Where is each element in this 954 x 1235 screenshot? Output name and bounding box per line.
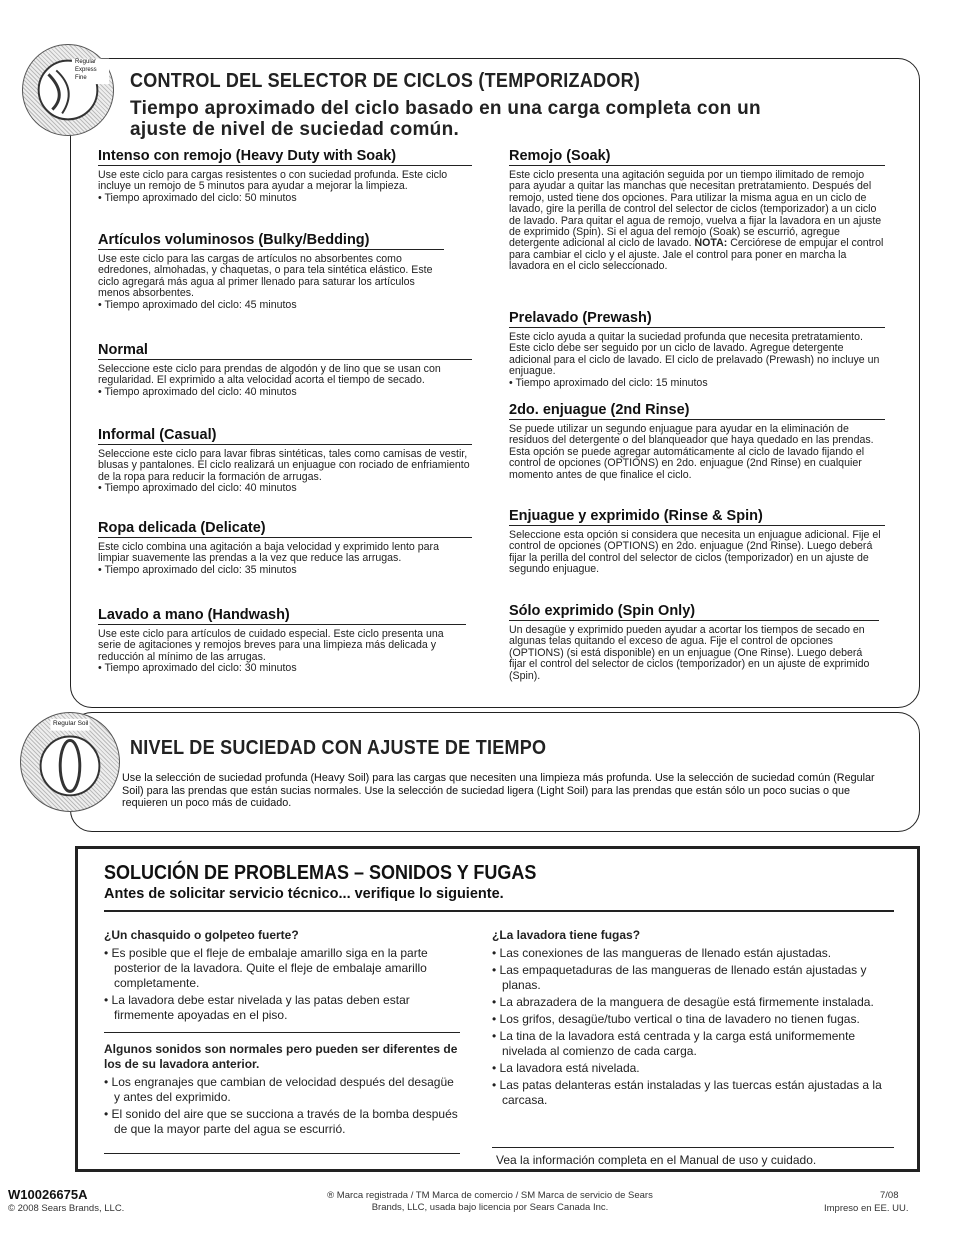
troubleshoot-right [492, 928, 884, 1110]
section-time: • Tiempo aproximado del ciclo: 30 minutos [98, 662, 297, 675]
section-body: Se puede utilizar un segundo enjuague para ayudar en la eliminación de residuos del detergente o del blanqueador que haya quedado en las prendas. Esta opción se puede agregar automáticamente al ciclo de lavado fijando el control de opciones (OPTIONS) en 2do. enjuague (2nd Rinse) en cualquier momento antes de que finalice el ciclo. [509, 423, 874, 481]
trademark-notice: ® Marca registrada / TM Marca de comercio / SM Marca de servicio de Sears Brands, LLC, usada bajo licencia por Sears Canada Inc. [327, 1190, 653, 1213]
section-heading: Enjuague y exprimido (Rinse & Spin) [509, 508, 885, 526]
section-body: Seleccione este ciclo para prendas de algodón y de lino que se usan con regularidad. El exprimido a alta velocidad acorta el tiempo de secado. [98, 363, 441, 387]
list-item: • Las conexiones de las mangueras de llenado están ajustadas. [492, 946, 832, 960]
cycle-section [98, 232, 444, 311]
divider [492, 1147, 894, 1148]
section-body: Un desagüe y exprimido pueden ayudar a acortar los tiempos de secado en algunas telas quitando el exceso de agua. Fije el control de opciones (OPTIONS) (si está disponible) en un enjuague (One Rinse). Luego deberá fijar el control del selector de ciclos (temporizador) en un ajuste de exprimido (Spin). [509, 624, 870, 682]
troubleshoot-left [104, 928, 462, 1025]
dial-label: Express [75, 67, 97, 73]
cycle-section [509, 508, 885, 576]
list-item: • La abrazadera de la manguera de desagüe está firmemente instalada. [492, 995, 874, 1009]
copyright: © 2008 Sears Brands, LLC. [8, 1203, 125, 1214]
section-heading: Normal [98, 342, 472, 360]
dial-label: Regular [75, 59, 97, 65]
divider [104, 1153, 460, 1154]
section-body: Este ciclo combina una agitación a baja velocidad y exprimido lento para limpiar suavemente las prendas a la vez que reduce las arrugas. [98, 541, 439, 565]
cycle-section [509, 148, 885, 273]
section-time: • Tiempo aproximado del ciclo: 15 minutos [509, 376, 708, 389]
printed-in: Impreso en EE. UU. [824, 1203, 909, 1214]
note-text: Cerciórese de empujar el control para cambiar el ciclo y el ajuste. Jale el control para poner en marcha la lavadora en el ciclo seleccionado. [509, 237, 884, 273]
panel-title: CONTROL DEL SELECTOR DE CICLOS (TEMPORIZADOR) [130, 70, 641, 92]
section-time: • Tiempo aproximado del ciclo: 50 minutos [98, 191, 297, 204]
section-heading: Informal (Casual) [98, 427, 472, 445]
soil-level-text: Use la selección de suciedad profunda (Heavy Soil) para las cargas que necesiten una limpieza más profunda. Use la selección de suciedad común (Regular Soil) para las prendas que están sucias normales. Use la selección de suciedad ligera (Light Soil) para las prendas que están sólo un poco sucias o que requieren un poco más de cuidado. [122, 772, 875, 809]
section-time: • Tiempo aproximado del ciclo: 40 minutos [98, 482, 297, 495]
section-body: Use este ciclo para artículos de cuidado especial. Este ciclo presenta una serie de agitaciones y remojos breves para una limpieza más delicada y reducción al mínimo de las arrugas. [98, 628, 444, 663]
section-heading: Ropa delicada (Delicate) [98, 520, 472, 538]
cycle-section [98, 520, 472, 576]
list-item: • Los engranajes que cambian de velocidad después del desagüe y antes del exprimido. [104, 1075, 454, 1104]
cycle-section [98, 427, 472, 495]
panel-title: SOLUCIÓN DE PROBLEMAS – SONIDOS Y FUGAS [104, 862, 537, 884]
section-heading: Prelavado (Prewash) [509, 310, 885, 328]
list-item: • El sonido del aire que se succiona a través de la bomba después de que la mayor parte del agua se escurrió. [104, 1107, 458, 1136]
divider [104, 1032, 460, 1033]
cycle-section [98, 148, 472, 204]
section-heading: Intenso con remojo (Heavy Duty with Soak) [98, 148, 472, 166]
section-heading: Artículos voluminosos (Bulky/Bedding) [98, 232, 444, 250]
cycle-section [98, 607, 466, 675]
section-heading: 2do. enjuague (2nd Rinse) [509, 402, 885, 420]
panel-title: NIVEL DE SUCIEDAD CON AJUSTE DE TIEMPO [130, 737, 547, 759]
question-heading: Algunos sonidos son normales pero pueden ser diferentes de los de su lavadora anterior. [104, 1042, 458, 1071]
part-number: W10026675A [8, 1187, 88, 1202]
section-body: Use este ciclo para las cargas de artículos no absorbentes como edredones, almohadas, y chaquetas, o para tela sintética elástico. Este ciclo agregará más agua al primer llenado para saturar los artículos menos absorbentes. [98, 253, 433, 300]
print-date: 7/08 [880, 1190, 899, 1201]
list-item: • La tina de la lavadora está centrada y la carga está uniformemente nivelada al comienzo de cada carga. [492, 1029, 856, 1058]
section-body: Seleccione esta opción si considera que necesita un enjuague adicional. Fije el control de opciones (OPTIONS) en 2do. enjuague (2nd Rinse). Luego deberá fijar la perilla del control del selector de ciclos (temporizador) en un ajuste de segundo enjuague. [509, 529, 881, 576]
section-body: Use este ciclo para cargas resistentes o con suciedad profunda. Este ciclo incluye un remojo de 5 minutos para ayudar a mejorar la limpieza. [98, 169, 448, 193]
section-time: • Tiempo aproximado del ciclo: 40 minutos [98, 385, 297, 398]
list-item: • La lavadora está nivelada. [492, 1061, 640, 1075]
section-heading: Sólo exprimido (Spin Only) [509, 603, 879, 621]
panel-subtitle: Antes de solicitar servicio técnico... verifique lo siguiente. [104, 886, 504, 902]
list-item: • La lavadora debe estar nivelada y las patas deben estar firmemente apoyadas en el piso. [104, 993, 410, 1022]
divider [104, 910, 894, 912]
cycle-section [509, 402, 885, 481]
soil-dial-icon [20, 712, 120, 812]
section-body: Este ciclo presenta una agitación seguida por un tiempo ilimitado de remojo para ayudar a quitar las manchas que necesitan pretratamiento. Después del remojo, usted tiene dos opciones. Para utilizar la misma agua en un ciclo de lavado, gire la perilla de control del selector de ciclos (temporizador) a un ciclo de lavado. Para quitar el agua de remojo, vuelva a fijar la lavadora en un ajuste de exprimido (Spin). Si el agua del remojo (Soak) se escurrió, agregue detergente adicional al ciclo de lavado. NOTA: Cerciórese de empujar el control para cambiar el ciclo y el ajuste. Jale el control para poner en marcha la lavadora en el ciclo seleccionado. [509, 169, 884, 273]
cycle-section [509, 310, 885, 389]
dial-label: Fine [75, 75, 87, 81]
section-heading: Remojo (Soak) [509, 148, 885, 166]
question-heading: ¿Un chasquido o golpeteo fuerte? [104, 928, 299, 942]
section-body: Seleccione este ciclo para lavar fibras sintéticas, tales como camisas de vestir, blusas y pantalones. El ciclo realizará un enjuague con rociado de enfriamiento de la ropa para reducir la formación de arrugas. [98, 448, 470, 483]
section-heading: Lavado a mano (Handwash) [98, 607, 466, 625]
cycle-section [509, 603, 879, 682]
list-item: • Las patas delanteras están instaladas y las tuercas están ajustadas a la carcasa. [492, 1078, 882, 1107]
question-heading: ¿La lavadora tiene fugas? [492, 928, 641, 942]
list-item: • Es posible que el fleje de embalaje amarillo siga en la parte posterior de la lavadora. Quite el fleje de embalaje amarillo completamente. [104, 946, 428, 990]
dial-label: Regular Soil [53, 720, 89, 727]
section-body: Este ciclo ayuda a quitar la suciedad profunda que necesita pretratamiento. Este ciclo debe ser seguido por un ciclo de lavado. Agregue detergente adicional para el ciclo de lavado. El ciclo de prelavado (Prewash) no incluye un enjuague. [509, 331, 880, 378]
note-label: NOTA: [694, 237, 728, 250]
cycle-section [98, 342, 472, 398]
cycle-dial-icon [22, 44, 114, 136]
list-item: • Los grifos, desagüe/tubo vertical o tina de lavadero no tienen fugas. [492, 1012, 860, 1026]
section-time: • Tiempo aproximado del ciclo: 35 minutos [98, 563, 297, 576]
manual-reference: Vea la información completa en el Manual de uso y cuidado. [496, 1153, 817, 1167]
section-time: • Tiempo aproximado del ciclo: 45 minutos [98, 298, 297, 311]
panel-subtitle: ajuste de nivel de suciedad común. [130, 119, 460, 140]
panel-subtitle: Tiempo aproximado del ciclo basado en una carga completa con un [130, 98, 761, 119]
troubleshoot-left-normal [104, 1042, 462, 1139]
list-item: • Las empaquetaduras de las mangueras de llenado están ajustadas y planas. [492, 963, 867, 992]
